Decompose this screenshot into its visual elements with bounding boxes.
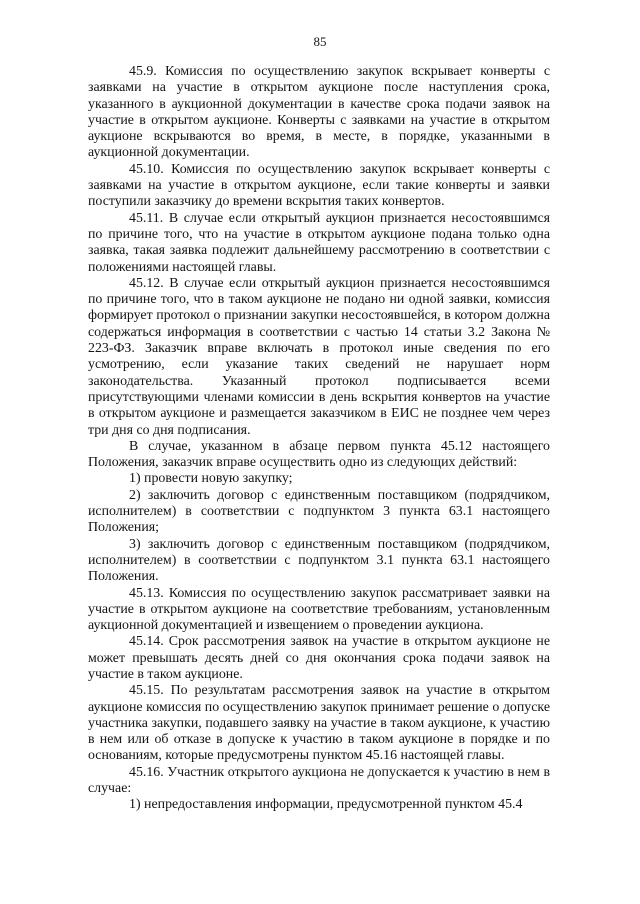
list-item-3: 3) заключить договор с единственным поставщиком (подрядчиком, исполнителем) в соответствии с подпунктом 3.1 пункта 63.1 настоящего Положения. [88, 536, 550, 585]
document-body [88, 64, 550, 814]
list-item-45-16-1: 1) непредоставления информации, предусмотренной пунктом 45.4 [129, 797, 523, 813]
paragraph-45-9: 45.9. Комиссия по осуществлению закупок вскрывает конверты с заявками на участие в открытом аукционе после наступления срока, указанного в аукционной документации в качестве срока подачи заявок на участие в открытом аукционе. Конверты с заявками на участие в открытом аукционе вскрываются во время, в месте, в порядке, указанными в аукционной документации. [88, 64, 550, 161]
page-number: 85 [313, 34, 327, 49]
list-item-1: 1) провести новую закупку; [129, 471, 293, 487]
paragraph-45-11: 45.11. В случае если открытый аукцион признается несостоявшимся по причине того, что на участие в открытом аукционе подана только одна заявка, такая заявка подлежит дальнейшему рассмотрению в соответствии с положениями настоящей главы. [88, 210, 550, 275]
list-item-2: 2) заключить договор с единственным поставщиком (подрядчиком, исполнителем) в соответствии с подпунктом 3 пункта 63.1 настоящего Положения; [88, 487, 550, 536]
paragraph-45-13: 45.13. Комиссия по осуществлению закупок рассматривает заявки на участие в открытом аукционе на соответствие требованиям, установленным аукционной документацией и извещением о проведении аукциона. [88, 585, 550, 634]
paragraph-45-16: 45.16. Участник открытого аукциона не допускается к участию в нем в случае: [88, 764, 550, 797]
paragraph-45-14: 45.14. Срок рассмотрения заявок на участие в открытом аукционе не может превышать десять дней со дня окончания срока подачи заявок на участие в таком аукционе. [88, 634, 550, 682]
paragraph-45-15: 45.15. По результатам рассмотрения заявок на участие в открытом аукционе комиссия по осуществлению закупок принимает решение о допуске участника закупки, подавшего заявку на участие в таком аукционе, к участию в нем или об отказе в допуске к участию в таком аукционе в порядке и по основаниям, которые предусмотрены пунктом 45.16 настоящей главы. [88, 683, 550, 764]
paragraph-45-12-case: В случае, указанном в абзаце первом пункта 45.12 настоящего Положения, заказчик вправе осуществить одно из следующих действий: [88, 438, 550, 471]
paragraph-45-12: 45.12. В случае если открытый аукцион признается несостоявшимся по причине того, что в таком аукционе не подано ни одной заявки, комиссия формирует протокол о признании закупки несостоявшейся, в котором должна содержаться информация в соответствии с частью 14 статьи 3.2 Закона № 223-ФЗ. Заказчик вправе включать в протокол иные сведения по его усмотрению, если указание таких сведений не нарушает норм законодательства. Указанный протокол подписывается всеми присутствующими членами комиссии в день вскрытия конвертов на участие в открытом аукционе и размещается заказчиком в ЕИС не позднее чем через три дня со дня подписания. [88, 275, 550, 438]
paragraph-45-10: 45.10. Комиссия по осуществлению закупок вскрывает конверты с заявками на участие в открытом аукционе, если такие конверты и заявки поступили заказчику до времени вскрытия таких конвертов. [88, 161, 550, 210]
